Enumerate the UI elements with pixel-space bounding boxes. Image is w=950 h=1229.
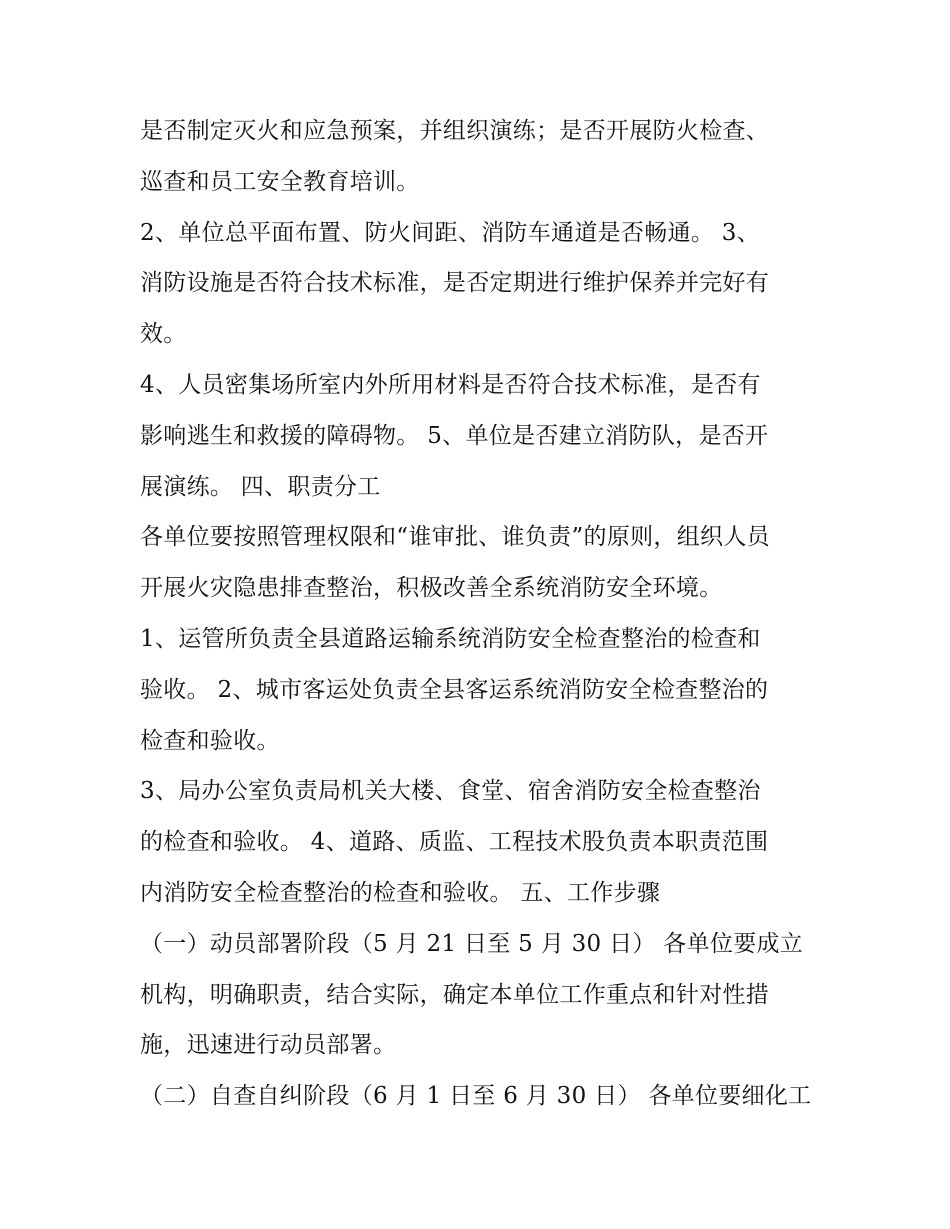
text-line: 3、局办公室负责局机关大楼、食堂、宿舍消防安全检查整治 — [140, 778, 761, 805]
text-line: 效。 — [140, 321, 187, 348]
text-line: 各单位要按照管理权限和“谁审批、谁负责”的原则，组织人员 — [140, 524, 770, 551]
text-line: （一）动员部署阶段（5 月 21 日至 5 月 30 日） 各单位要成立 — [140, 930, 804, 957]
text-line: 施，迅速进行动员部署。 — [140, 1032, 397, 1059]
text-line: 开展火灾隐患排查整治，积极改善全系统消防安全环境。 — [140, 575, 723, 602]
text-line: 4、人员密集场所室内外所用材料是否符合技术标准，是否有 — [140, 371, 761, 398]
text-line: 内消防安全检查整治的检查和验收。 五、工作步骤 — [140, 879, 661, 906]
text-line: 是否制定灭火和应急预案，并组织演练；是否开展防火检查、 — [140, 118, 770, 144]
text-line: 检查和验收。 — [140, 727, 280, 754]
document-body — [140, 106, 820, 1122]
text-line: 消防设施是否符合技术标准，是否定期进行维护保养并完好有 — [140, 270, 770, 297]
text-line: 验收。 2、城市客运处负责全县客运系统消防安全检查整治的 — [140, 676, 769, 703]
text-line: 巡查和员工安全教育培训。 — [140, 168, 420, 195]
text-line: 的检查和验收。 4、道路、质监、工程技术股负责本职责范围 — [140, 829, 769, 856]
text-line: 影响逃生和救援的障碍物。 5、单位是否建立消防队，是否开 — [140, 422, 769, 449]
text-line: 展演练。 四、职责分工 — [140, 473, 381, 500]
text-line: 1、运管所负责全县道路运输系统消防安全检查整治的检查和 — [140, 625, 761, 652]
text-line: 机构，明确职责，结合实际，确定本单位工作重点和针对性措 — [140, 981, 770, 1008]
text-line: （二）自查自纠阶段（6 月 1 日至 6 月 30 日） 各单位要细化工 — [140, 1083, 812, 1110]
text-line: 2、单位总平面布置、防火间距、消防车通道是否畅通。 3、 — [140, 219, 760, 246]
